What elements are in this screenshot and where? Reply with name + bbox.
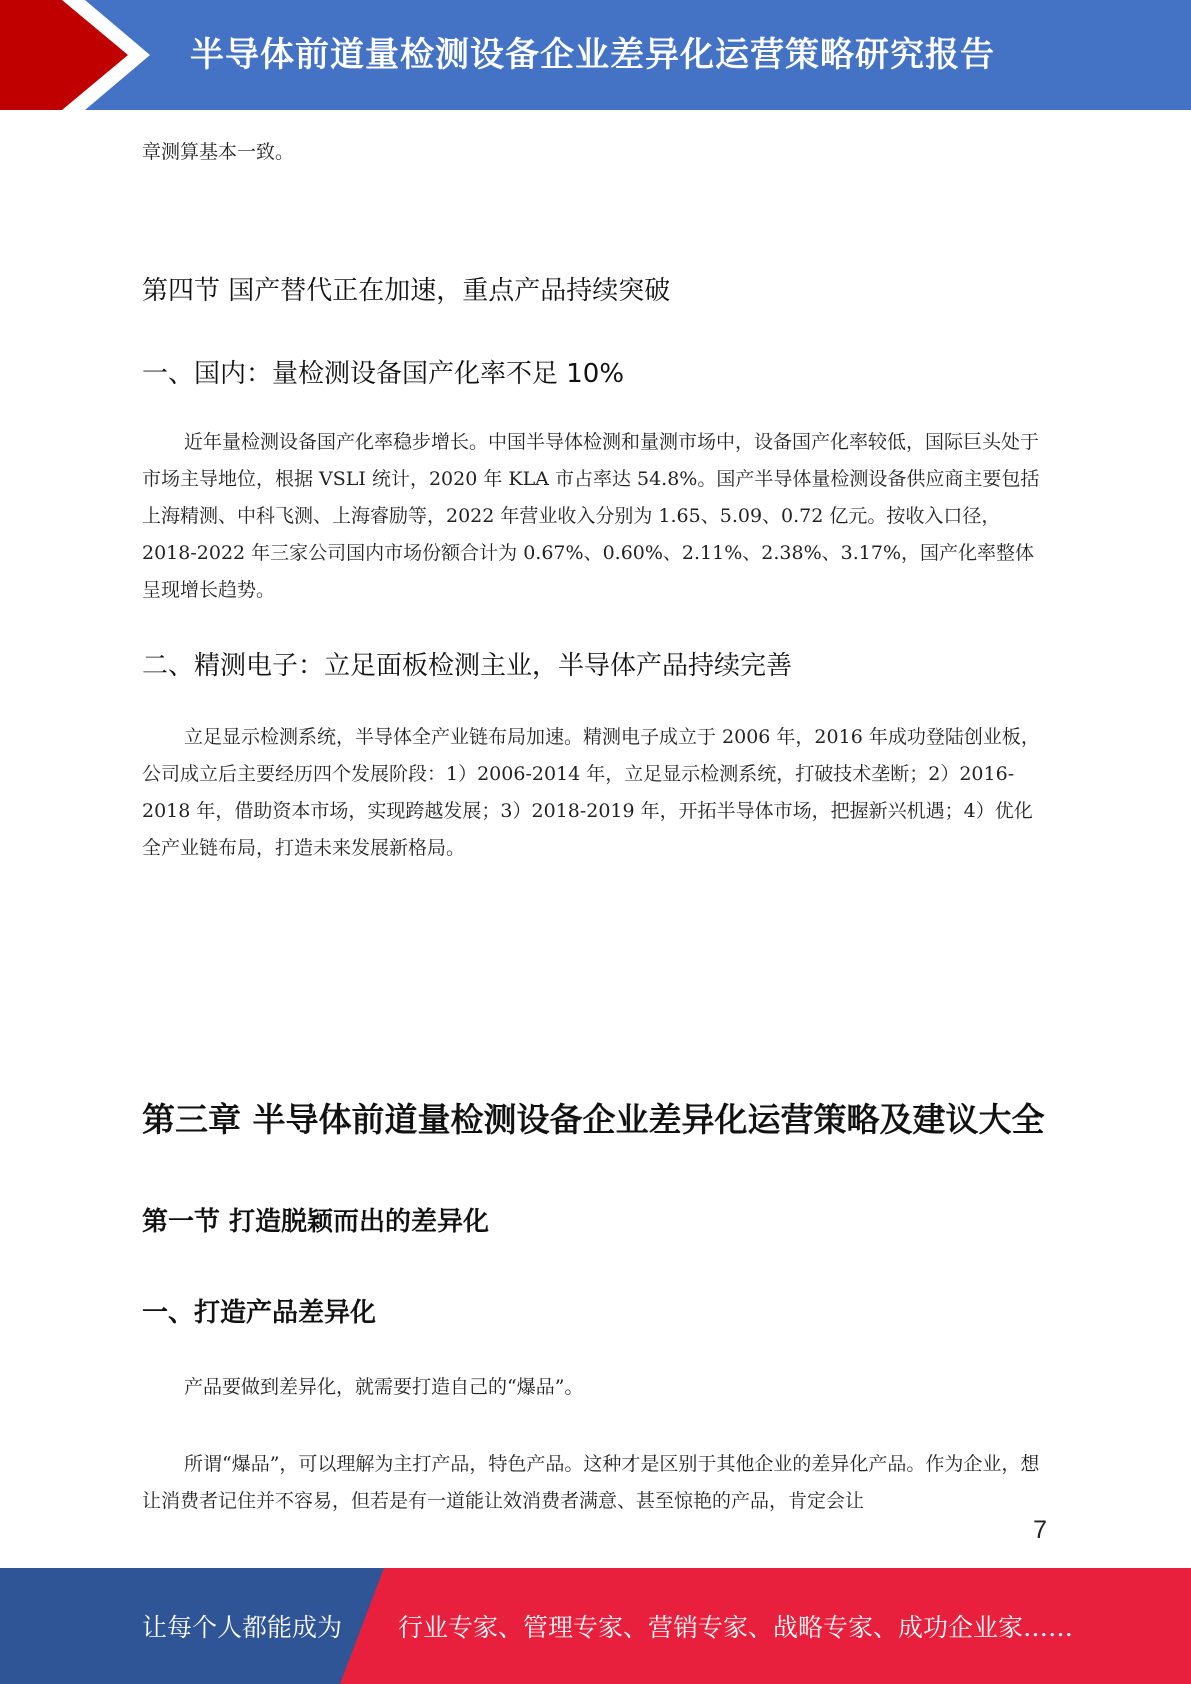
page-footer (0, 1568, 1191, 1684)
subsection-3-heading: 一、打造产品差异化 (142, 1298, 377, 1328)
chapter-3-heading: 第三章 半导体前道量检测设备企业差异化运营策略及建议大全 (142, 1100, 1045, 1139)
section-4-heading: 第四节 国产替代正在加速，重点产品持续突破 (142, 276, 671, 306)
section-1-heading: 第一节 打造脱颖而出的差异化 (142, 1207, 490, 1237)
footer-slogan-left: 让每个人都能成为 (142, 1613, 343, 1642)
paragraph-domestic-rate: 近年量检测设备国产化率稳步增长。中国半导体检测和量测市场中，设备国产化率较低，国际巨头处于市场主导地位，根据 VSLI 统计，2020 年 KLA 市占率达 54.8%。国产半导体量检测设备供应商主要包括上海精测、中科飞测、上海睿励等，2022 年营业收入分别为 1.65、5.09、0.72 亿元。按收入口径，2018-2022 年三家公司国内市场份额合计为 0.67%、0.60%、2.11%、2.38%、3.17%，国产化率整体呈现增长趋势。 (142, 431, 1040, 601)
paragraph-intro: 章测算基本一致。 (142, 141, 295, 163)
subsection-1-heading: 一、国内：量检测设备国产化率不足 10% (142, 359, 625, 389)
report-title: 半导体前道量检测设备企业差异化运营策略研究报告 (190, 35, 995, 75)
paragraph-product-1: 产品要做到差异化，就需要打造自己的“爆品”。 (184, 1376, 584, 1398)
subsection-2-heading: 二、精测电子：立足面板检测主业，半导体产品持续完善 (142, 651, 793, 681)
footer-slogan-right: 行业专家、管理专家、营销专家、战略专家、成功企业家…… (398, 1613, 1074, 1642)
paragraph-product-2: 所谓“爆品”，可以理解为主打产品，特色产品。这种才是区别于其他企业的差异化产品。作为企业，想让消费者记住并不容易，但若是有一道能让效消费者满意、甚至惊艳的产品，肯定会让 (142, 1453, 1040, 1512)
paragraph-jingce: 立足显示检测系统，半导体全产业链布局加速。精测电子成立于 2006 年，2016 年成功登陆创业板，公司成立后主要经历四个发展阶段：1）2006-2014 年，立足显示检测系统，打破技术垄断；2）2016-2018 年，借助资本市场，实现跨越发展；3）2018-2019 年，开拓半导体市场，把握新兴机遇；4）优化全产业链布局，打造未来发展新格局。 (142, 726, 1040, 859)
page-number: 7 (1033, 1516, 1047, 1544)
page-header (0, 0, 1191, 110)
